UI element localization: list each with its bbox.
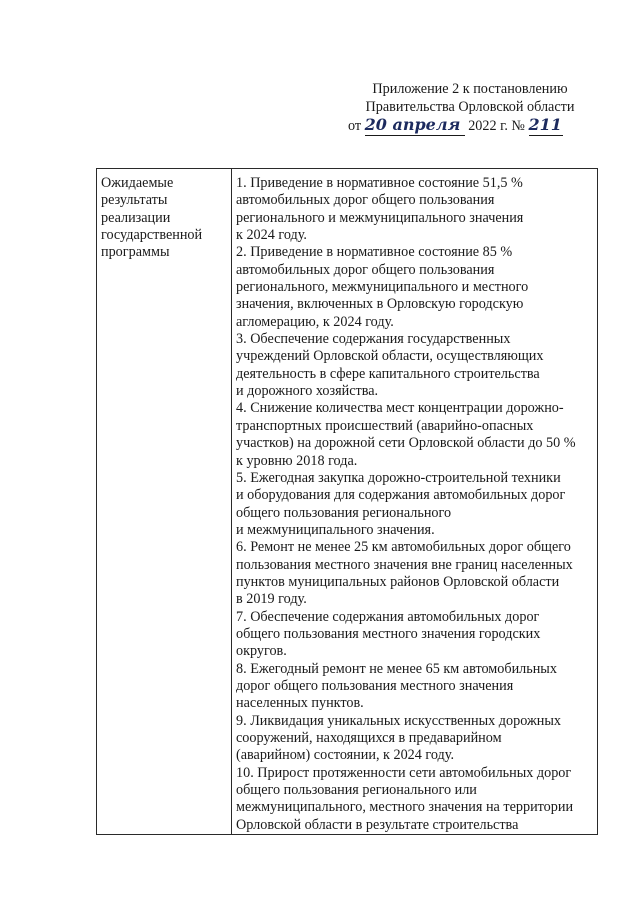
item-line: 9. Ликвидация уникальных искусственных дорожных [236,712,561,729]
item-line: пунктов муниципальных районов Орловской области [236,573,560,590]
item-line: и оборудования для содержания автомобильных дорог [236,487,566,504]
item-line: и дорожного хозяйства. [236,383,379,400]
item-line: населенных пунктов. [236,695,364,712]
list-item [236,713,593,765]
list-item [236,244,593,331]
item-line: дорог общего пользования местного значения [236,677,514,694]
item-line: автомобильных дорог общего пользования [236,192,495,209]
list-item [236,765,593,834]
item-line: учреждений Орловской области, осуществляющих [236,348,544,365]
year-number-label: 2022 г. № [468,118,525,134]
list-item [236,331,593,400]
item-line: 10. Прирост протяженности сети автомобильных дорог [236,764,572,781]
list-item [236,400,593,469]
item-line: автомобильных дорог общего пользования [236,261,495,278]
document-header [340,80,600,136]
item-line: 6. Ремонт не менее 25 км автомобильных дорог общего [236,539,571,556]
item-line: 4. Снижение количества мест концентрации дорожно- [236,400,564,417]
list-item [236,175,593,244]
item-line: к 2024 году. [236,227,307,244]
item-line: к уровню 2018 года. [236,452,358,469]
label-line: программы [101,244,170,261]
item-line: значения, включенных в Орловскую городскую [236,296,524,313]
list-item [236,539,593,608]
results-cell [232,169,598,835]
item-line: в 2019 году. [236,591,307,608]
table-row [97,169,598,835]
label-text [101,175,227,262]
item-line: Орловской области в результате строительства [236,816,519,833]
item-line: общего пользования регионального [236,504,452,521]
header-date-line [340,116,600,136]
item-line: (аварийном) состоянии, к 2024 году. [236,747,454,764]
label-cell [97,169,232,835]
item-line: округов. [236,643,287,660]
item-line: пользования местного значения вне границ населенных [236,556,573,573]
item-line: 5. Ежегодная закупка дорожно-строительной техники [236,469,561,486]
item-line: транспортных происшествий (аварийно-опасных [236,417,534,434]
list-item [236,661,593,713]
item-line: 8. Ежегодный ремонт не менее 65 км автомобильных [236,660,557,677]
item-line: регионального, межмуниципального и местного [236,279,529,296]
item-line: 7. Обеспечение содержания автомобильных дорог [236,608,540,625]
handwritten-date: 20 апреля [364,115,461,134]
label-line: реализации [101,209,171,226]
date-prefix: от [348,118,362,134]
list-item [236,470,593,539]
item-line: общего пользования местного значения городских [236,625,541,642]
label-line: результаты [101,192,168,209]
item-line: 3. Обеспечение содержания государственных [236,331,511,348]
item-line: и межмуниципального значения. [236,521,435,538]
item-line: деятельность в сфере капитального строительства [236,365,540,382]
item-line: 1. Приведение в нормативное состояние 51,5 % [236,175,523,191]
results-table [96,168,598,835]
item-line: агломерацию, к 2024 году. [236,313,394,330]
label-line: государственной [101,227,203,244]
item-line: общего пользования регионального или [236,782,477,799]
label-line: Ожидаемые [101,175,174,191]
number-field [529,116,563,136]
header-line-2: Правительства Орловской области [365,99,575,115]
item-line: 2. Приведение в нормативное состояние 85 % [236,244,513,261]
item-line: участков) на дорожной сети Орловской области до 50 % [236,435,576,452]
item-line: межмуниципального, местного значения на территории [236,799,574,816]
handwritten-number: 211 [528,115,562,134]
date-field [365,116,465,136]
item-line: регионального и межмуниципального значения [236,209,524,226]
header-line-1: Приложение 2 к постановлению [372,81,568,97]
item-line: сооружений, находящихся в предаварийном [236,730,502,746]
list-item [236,609,593,661]
